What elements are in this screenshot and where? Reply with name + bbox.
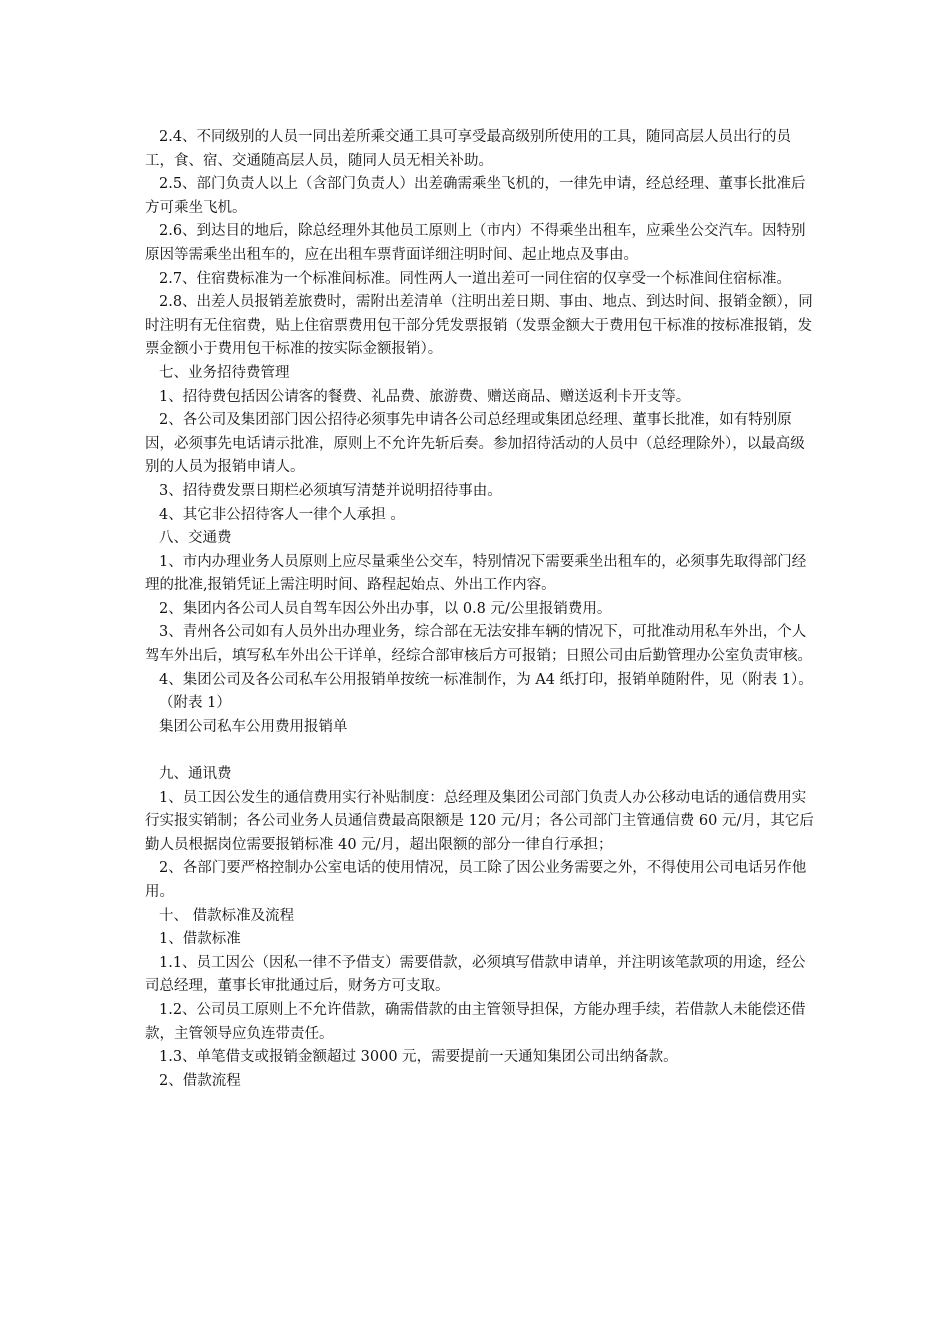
section-8-item-3: 3、青州各公司如有人员外出办理业务，综合部在无法安排车辆的情况下，可批准动用私车外出，个人驾车外出后，填写私车外出公干详单，经综合部审核后方可报销；日照公司由后勤管理办公室负责审核。 (145, 624, 812, 665)
section-10-item-1-2: 1.2、公司员工原则上不允许借款，确需借款的由主管领导担保，方能办理手续，若借款人未能偿还借款，主管领导应负连带责任。 (145, 1001, 806, 1042)
clause-2-4: 2.4、不同级别的人员一同出差所乘交通工具可享受最高级别所使用的工具，随同高层人员出行的员工，食、宿、交通随高层人员，随同人员无相关补助。 (145, 129, 792, 169)
section-10-heading: 十、 借款标准及流程 (159, 907, 295, 924)
section-7-item-1: 1、招待费包括因公请客的餐费、礼品费、旅游费、赠送商品、赠送返利卡开支等。 (159, 388, 691, 405)
clause-2-8: 2.8、出差人员报销差旅费时，需附出差清单（注明出差日期、事由、地点、到达时间、报销金额），同时注明有无住宿费，贴上住宿票费用包干部分凭发票报销（发票金额大于费用包干标准的按标准报销，发票金额小于费用包干标准的按实际金额报销）。 (145, 294, 813, 358)
clause-2-7: 2.7、住宿费标准为一个标准间标准。同性两人一道出差可一同住宿的仅享受一个标准间住宿标准。 (159, 270, 792, 287)
section-9-item-2: 2、各部门要严格控制办公室电话的使用情况，员工除了因公业务需要之外，不得使用公司电话另作他用。 (145, 860, 807, 900)
section-7-item-2: 2、各公司及集团部门因公招待必须事先申请各公司总经理或集团总经理、董事长批准，如有特别原因，必须事先电话请示批准，原则上不允许先斩后奏。参加招待活动的人员中（总经理除外），以最高级别的人员为报销申请人。 (145, 412, 805, 476)
blank-line (145, 739, 815, 763)
section-7-item-4: 4、其它非公招待客人一律个人承担 。 (159, 506, 405, 523)
section-8-item-4: 4、集团公司及各公司私车公用报销单按统一标准制作，为 A4 纸打印，报销单随附件，见（附表 1）。 (159, 671, 813, 688)
attachment-label: （附表 1） (159, 695, 231, 712)
attachment-title: 集团公司私车公用费用报销单 (159, 718, 348, 735)
section-8-heading: 八、交通费 (159, 530, 232, 547)
section-8-item-2: 2、集团内各公司人员自驾车因公外出办事，以 0.8 元/公里报销费用。 (159, 600, 612, 617)
clause-2-5: 2.5、部门负责人以上（含部门负责人）出差确需乘坐飞机的，一律先申请，经总经理、董事长批准后方可乘坐飞机。 (145, 176, 806, 216)
section-10-item-1-1: 1.1、员工因公（因私一律不予借支）需要借款，必须填写借款申请单，并注明该笔款项的用途，经公司总经理，董事长审批通过后，财务方可支取。 (145, 954, 806, 995)
section-10-item-1: 1、借款标准 (159, 931, 241, 948)
section-8-item-1: 1、市内办理业务人员原则上应尽量乘坐公交车，特别情况下需要乘坐出租车的，必须事先取得部门经理的批准,报销凭证上需注明时间、路程起始点、外出工作内容。 (145, 553, 807, 594)
section-9-heading: 九、通讯费 (159, 766, 232, 783)
document-page (145, 126, 815, 1093)
section-7-item-3: 3、招待费发票日期栏必须填写清楚并说明招待事由。 (159, 482, 502, 499)
section-9-item-1: 1、员工因公发生的通信费用实行补贴制度：总经理及集团公司部门负责人办公移动电话的通信费用实行实报实销制；各公司业务人员通信费最高限额是 120 元/月；各公司部门主管通信费 60 元/月，其它后勤人员根据岗位需要报销标准 40 元/月，超出限额的部分一律自行承担； (145, 789, 814, 853)
clause-2-6: 2.6、到达目的地后，除总经理外其他员工原则上（市内）不得乘坐出租车，应乘坐公交汽车。因特别原因等需乘坐出租车的，应在出租车票背面详细注明时间、起止地点及事由。 (145, 223, 806, 263)
section-10-item-2: 2、借款流程 (159, 1072, 241, 1089)
section-10-item-1-3: 1.3、单笔借支或报销金额超过 3000 元，需要提前一天通知集团公司出纳备款。 (159, 1049, 678, 1066)
section-7-heading: 七、业务招待费管理 (159, 364, 290, 381)
